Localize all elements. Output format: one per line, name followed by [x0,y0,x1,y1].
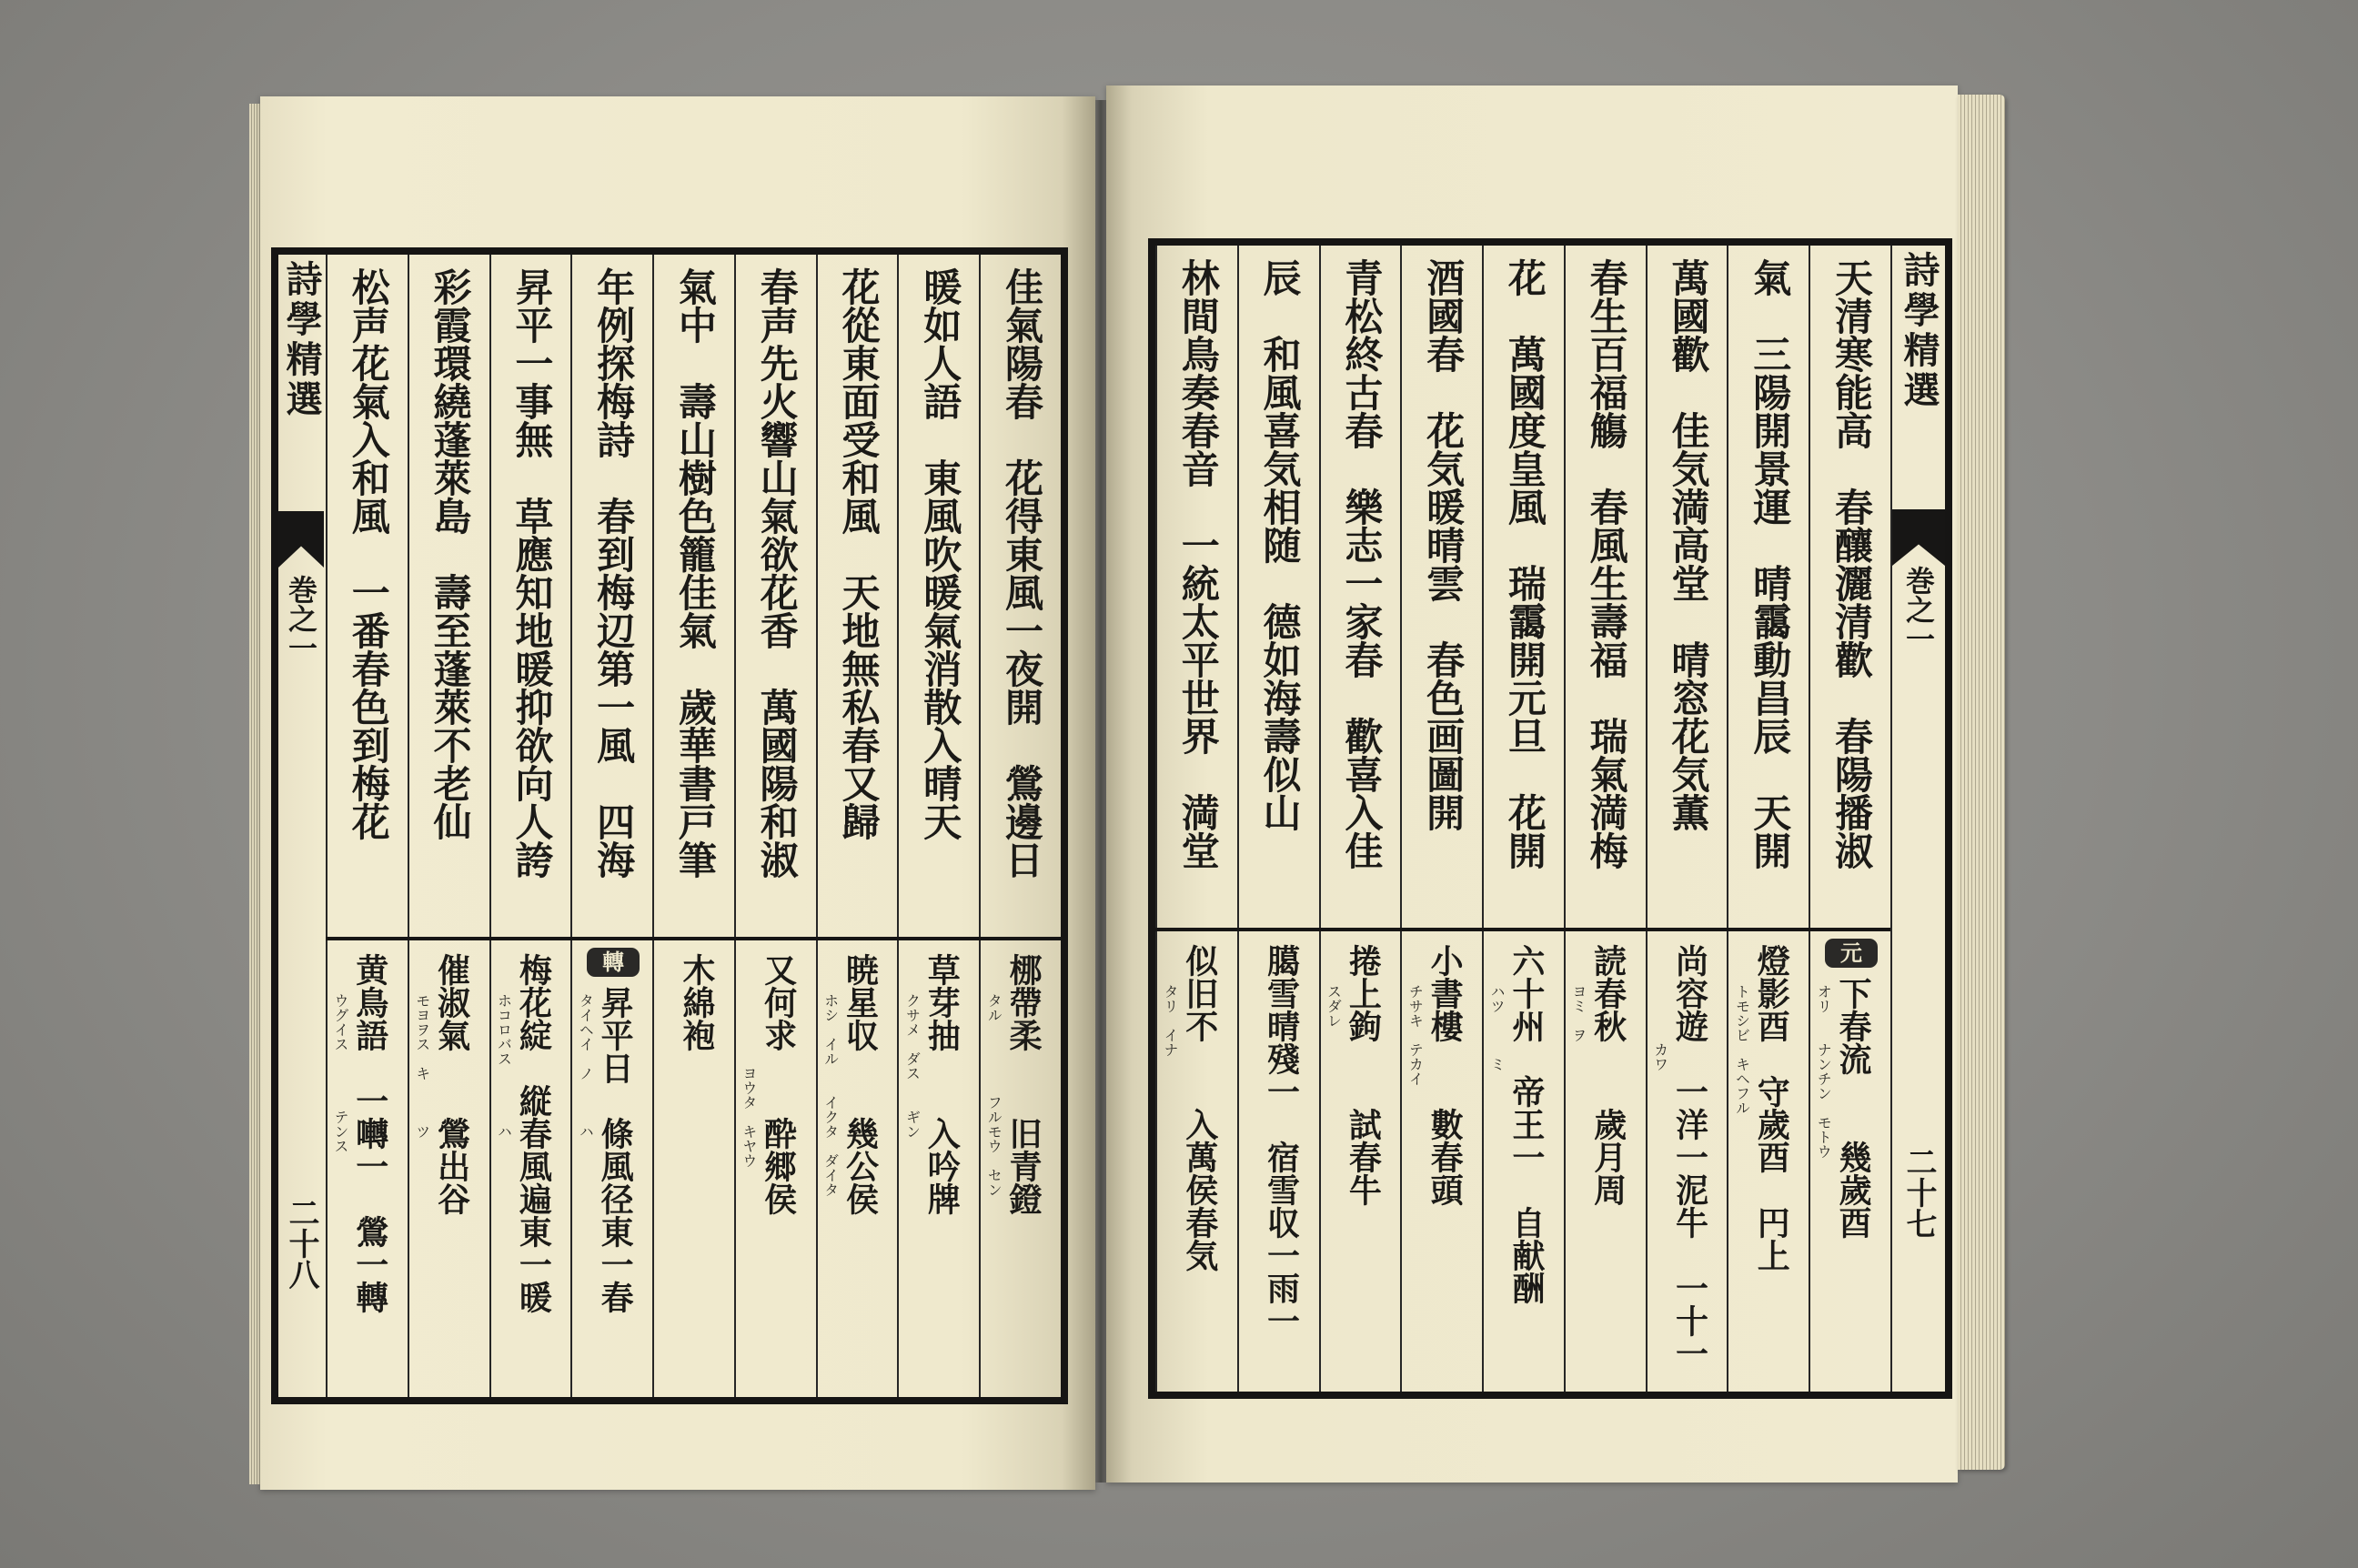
reading-annotation: タイヘイ ノ ハ [577,993,595,1139]
lower-column [489,940,571,1397]
fishtail-mark-icon [1892,509,1945,566]
reading-annotation: ヨウタ キヤウ [740,993,758,1168]
text-column: 辰 和風喜気相随 德如海壽似山 [1237,246,1319,928]
reading-annotation [658,993,676,1382]
text-column: 氣 三陽開景運 晴靄動昌辰 天開 [1727,246,1809,928]
lower-column-text: 催淑氣 鶯出谷 [432,953,471,1215]
lower-column-text: 木綿袍 [677,953,716,1051]
lower-column [1482,931,1564,1392]
upper-text-section [326,255,1061,937]
lower-column [897,940,979,1397]
lower-column [1727,931,1809,1392]
reading-annotation: タリ イナ [1161,984,1179,1057]
folio-number: 二十七 [1900,1146,1937,1239]
reading-annotation: オリ ナンチン モトウ [1815,984,1833,1159]
text-column: 暖如人語 東風吹暖氣消散入晴天 [897,255,979,937]
lower-column-text: 似旧不 入萬侯春気 [1180,944,1219,1271]
reading-annotation: ハツ ミ [1488,984,1506,1071]
reading-annotation: ホシ イル イクタ ダイタ [821,993,840,1197]
lower-column [1809,931,1890,1392]
lower-column-text: 読春秋 歲月周 [1588,944,1627,1206]
lower-column-text: 臈雪晴殘一 宿雪収一雨一 [1262,944,1301,1337]
lower-column-text: 又何求 酔郷侯 [759,953,798,1215]
text-column: 春生百福觴 春風生壽福 瑞氣満梅 [1564,246,1646,928]
reading-annotation: チサキ テカイ [1406,984,1425,1086]
text-column: 青松終古春 樂志一家春 歡喜入佳 [1319,246,1401,928]
block-center-column [1892,246,1945,1392]
text-column: 花 萬國度皇風 瑞靄開元旦 花開 [1482,246,1564,928]
lower-column [652,940,734,1397]
lower-column-text: 尚容遊 一洋一泥牛 一十一 [1670,944,1709,1370]
lower-column [979,940,1061,1397]
text-column: 花從東面受和風 天地無私春又歸 [816,255,898,937]
reading-annotation: タル フルモウ セン [985,993,1003,1197]
text-column: 天清寒能高 春釀灑清歡 春陽播淑 [1809,246,1890,928]
volume-label: 巻之一 [1901,566,1936,653]
lower-column [1400,931,1482,1392]
lower-column [1237,931,1319,1392]
reading-annotation: ヨミ ヲ [1569,984,1587,1042]
lower-column [734,940,816,1397]
lower-column-text: 暁星収 幾公侯 [841,953,880,1215]
lower-text-section [326,940,1061,1397]
text-column: 佳氣陽春 花得東風一夜開 鶯邊日 [979,255,1061,937]
reading-annotation: カワ [1651,984,1669,1071]
book-title: 詩學精選 [280,260,323,420]
text-column: 松声花氣入和風 一番春色到梅花 [326,255,408,937]
volume-label: 巻之一 [284,575,318,662]
lower-column [570,940,652,1397]
lower-text-section [1155,931,1890,1392]
text-column: 春声先火響山氣欲花香 萬國陽和淑 [734,255,816,937]
section-marker-badge: 轉 [587,948,640,977]
text-column: 氣中 壽山樹色籠佳氣 歲華書戸筆 [652,255,734,937]
lower-column [1155,931,1237,1392]
text-column: 年例探梅詩 春到梅辺第一風 四海 [570,255,652,937]
left-page-frame [271,247,1068,1404]
lower-column [326,940,408,1397]
lower-column-text: 草芽抽 入吟牌 [922,953,962,1215]
lower-column-text: 六十州 帝王一 自献酬 [1506,944,1546,1304]
reading-annotation: モヨヲス キ ツ [413,993,431,1139]
page-stack-edge [1958,95,2005,1470]
upper-text-section [1155,246,1890,928]
text-column: 昇平一事無 草應知地暖抑欲向人誇 [489,255,571,937]
right-page-frame [1148,238,1952,1399]
text-column: 萬國歡 佳気満高堂 晴窓花気薫 [1646,246,1728,928]
lower-column-text: 黄鳥語 一囀一 鶯一轉 [350,953,389,1313]
lower-column [1564,931,1646,1392]
lower-column-text: 梅花綻 縦春風遍東一暖 [514,953,553,1313]
lower-column [816,940,898,1397]
text-column: 彩霞環繞蓬萊島 壽至蓬萊不老仙 [408,255,489,937]
lower-column-text: 燈影酉 守歲酉 円上 [1752,944,1791,1271]
lower-column [408,940,489,1397]
book-gutter [1095,100,1106,1483]
reading-annotation: ウグイス テンス [331,993,349,1153]
lower-column-text: 下春流 幾歲酉 [1834,977,1872,1239]
section-marker-badge: 元 [1825,939,1878,968]
text-column: 林間鳥奏春音 一統太平世界 満堂 [1155,246,1237,928]
lower-column-text: 梛帶柔 旧青鐙 [1004,953,1043,1215]
book-title: 詩學精選 [1898,251,1940,411]
text-column: 酒國春 花気暖晴雲 春色画圖開 [1400,246,1482,928]
reading-annotation: ホコロバス ハ [495,993,513,1139]
reading-annotation: トモシビ キヘフル [1733,984,1751,1115]
lower-column-text: 小書樓 數春頭 [1426,944,1465,1206]
lower-column-text: 昇平日 條風径東一春 [596,986,635,1313]
block-center-column [278,255,324,1397]
reading-annotation [1243,984,1261,1377]
lower-column [1319,931,1401,1392]
lower-column [1646,931,1728,1392]
reading-annotation: スダレ [1325,984,1343,1028]
folio-number: 二十八 [283,1197,319,1290]
lower-column-text: 捲上鉤 試春牛 [1344,944,1383,1206]
reading-annotation: クサメ ダス ギン [903,993,922,1139]
fishtail-mark-icon [278,511,324,568]
